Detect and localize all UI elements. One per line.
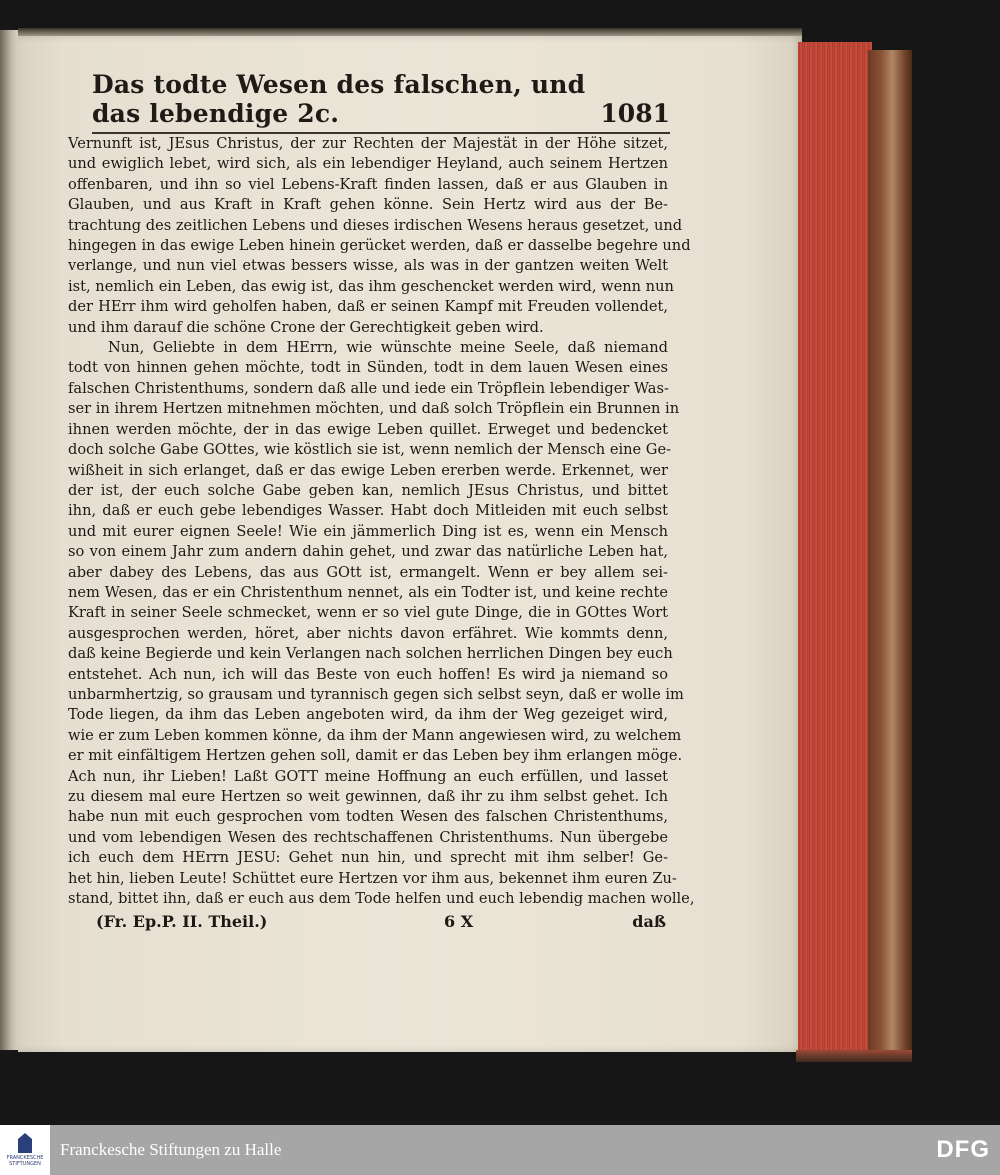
text-line: het hin, lieben Leute! Schüttet eure Hertzen vor ihm aus, bekennet ihm euren Zu-	[68, 869, 677, 887]
page-number: 1081	[600, 99, 670, 128]
text-line: der ist, der euch solche Gabe geben kan, nemlich JEsus Christus, und bittet	[68, 481, 668, 499]
text-line: der HErr ihm wird geholfen haben, daß er seinen Kampf mit Freuden vollendet,	[68, 298, 668, 316]
text-line: wißheit in sich erlanget, daß er das ewige Leben ererben werde. Erkennet, wer	[68, 461, 668, 479]
text-line: ist, nemlich ein Leben, das ewig ist, das ihm geschencket werden wird, wenn nun	[68, 277, 674, 295]
text-line: Kraft in seiner Seele schmecket, wenn er so viel gute Dinge, die in GOttes Wort	[68, 604, 668, 622]
text-line: so von einem Jahr zum andern dahin gehet, und zwar das natürliche Leben hat,	[68, 543, 668, 561]
text-line: stand, bittet ihn, daß er euch aus dem Tode helfen und euch lebendig machen wolle,	[68, 890, 695, 908]
text-line: ihnen werden möchte, der in das ewige Leben quillet. Erweget und bedencket	[68, 420, 668, 438]
gathering-mark: 6 X	[444, 912, 474, 931]
left-page-edge	[0, 30, 18, 1050]
viewer-footer-bar	[0, 1125, 1000, 1175]
text-line: ihn, daß er euch gebe lebendiges Wasser. Habt doch Mitleiden mit euch selbst	[68, 502, 668, 520]
institution-name: Franckesche Stiftungen zu Halle	[60, 1140, 282, 1159]
text-line: offenbaren, und ihn so viel Lebens-Kraft finden lassen, daß er aus Glauben in	[68, 175, 668, 193]
logo-icon	[18, 1133, 32, 1153]
text-line: und ewiglich lebet, wird sich, als ein lebendiger Heyland, auch seinem Hertzen	[68, 155, 668, 173]
text-line: und mit eurer eignen Seele! Wie ein jämmerlich Ding ist es, wenn ein Mensch	[68, 522, 668, 540]
text-line: unbarmhertzig, so grausam und tyrannisch gegen sich selbst seyn, daß er wolle im	[68, 685, 684, 703]
logo-text-1: FRANCKESCHE	[6, 1155, 44, 1161]
page-footer	[96, 912, 666, 936]
text-line: zu diesem mal eure Hertzen so weit gewinnen, daß ihr zu ihm selbst gehet. Ich	[68, 788, 668, 805]
institution-logo[interactable]	[0, 1125, 50, 1175]
catchword: daß	[632, 912, 666, 931]
book-cover	[868, 50, 912, 1060]
text-line: trachtung des zeitlichen Lebens und dieses irdischen Wesens heraus gesetzet, und	[68, 216, 683, 234]
text-line: Vernunft ist, JEsus Christus, der zur Rechten der Majestät in der Höhe sitzet,	[68, 135, 668, 152]
dfg-logo[interactable]: DFG	[936, 1136, 990, 1163]
text-line: Nun, Geliebte in dem HErrn, wie wünschte meine Seele, daß niemand	[108, 339, 668, 357]
text-line: entstehet. Ach nun, ich will das Beste von euch hoffen! Es wird ja niemand so	[68, 665, 668, 683]
text-line: hingegen in das ewige Leben hinein gerücket werden, daß er dasselbe begehre und	[68, 237, 691, 255]
text-line: habe nun mit euch gesprochen vom todten Wesen des falschen Christenthums,	[68, 808, 668, 826]
book-cover-bottom	[796, 1050, 912, 1062]
text-line: ich euch dem HErrn JESU: Gehet nun hin, und sprecht mit ihm selber! Ge-	[68, 849, 668, 867]
text-line: er mit einfältigem Hertzen gehen soll, damit er das Leben bey ihm erlangen möge.	[68, 747, 683, 765]
text-line: ser in ihrem Hertzen mitnehmen möchten, und daß solch Tröpflein ein Brunnen in	[68, 400, 680, 418]
text-line: falschen Christenthums, sondern daß alle und iede ein Tröpflein lebendiger Was-	[68, 379, 669, 397]
text-line: ausgesprochen werden, höret, aber nichts davon erfähret. Wie kommts denn,	[68, 624, 668, 642]
text-line: verlange, und nun viel etwas bessers wisse, als was in der gantzen weiten Welt	[68, 257, 668, 275]
text-line: und vom lebendigen Wesen des rechtschaffenen Christenthums. Nun übergebe	[68, 828, 668, 846]
text-line: nem Wesen, das er ein Christenthum nennet, als ein Todter ist, und keine rechte	[68, 583, 668, 601]
text-line: und ihm darauf die schöne Crone der Gerechtigkeit geben wird.	[68, 318, 544, 336]
text-line: Tode liegen, da ihm das Leben angeboten wird, da ihm der Weg gezeiget wird,	[68, 706, 668, 724]
logo-text-2: STIFTUNGEN	[9, 1161, 41, 1167]
text-line: Glauben, und aus Kraft in Kraft gehen könne. Sein Hertz wird aus der Be-	[68, 196, 668, 214]
text-line: doch solche Gabe GOttes, wie köstlich sie ist, wenn nemlich der Mensch eine Ge-	[68, 441, 672, 459]
text-line: daß keine Begierde und kein Verlangen nach solchen herrlichen Dingen bey euch	[68, 645, 673, 663]
text-line: wie er zum Leben kommen könne, da ihm der Mann angewiesen wird, zu welchem	[68, 726, 682, 744]
running-header	[92, 70, 670, 134]
book-page-edges	[798, 42, 872, 1058]
running-title: Das todte Wesen des falschen, und das lebendige 2c.	[92, 70, 586, 128]
footer-signature: (Fr. Ep.P. II. Theil.)	[96, 912, 268, 931]
body-text	[68, 134, 695, 909]
text-line: aber dabey des Lebens, das aus GOtt ist, ermangelt. Wenn er bey allem sei-	[68, 563, 668, 581]
text-line: Ach nun, ihr Lieben! Laßt GOTT meine Hoffnung an euch erfüllen, und lasset	[68, 767, 668, 785]
text-line: todt von hinnen gehen möchte, todt in Sünden, todt in dem lauen Wesen eines	[68, 359, 668, 377]
